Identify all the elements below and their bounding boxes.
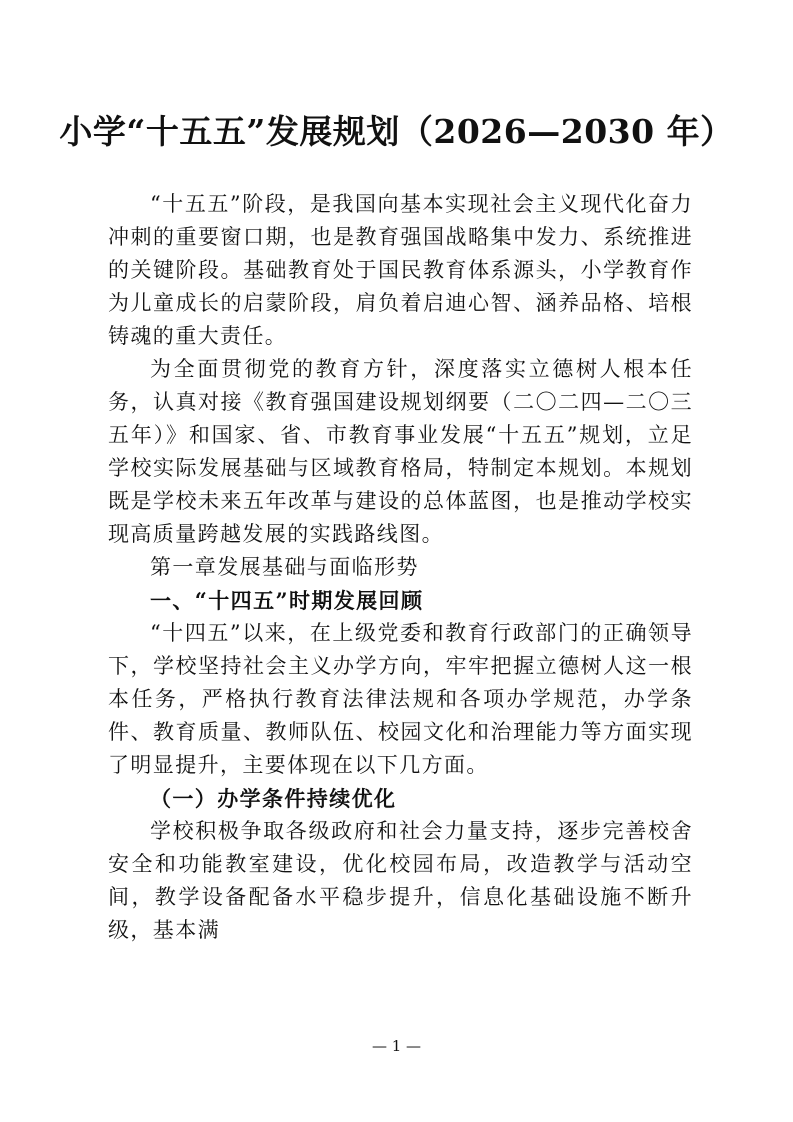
paragraph-review: “十四五”以来，在上级党委和教育行政部门的正确领导下，学校坚持社会主义办学方向，牢牢把握立德树人这一根本任务，严格执行教育法律法规和各项办学规范，办学条件、教育质量、教师队伍、校园文化和治理能力等方面实现了明显提升，主要体现在以下几方面。 [108, 621, 693, 777]
page-number: — 1 — [371, 1037, 422, 1055]
section-heading: 一、“十四五”时期发展回顾 [150, 588, 424, 613]
document-body [108, 188, 693, 947]
paragraph-intro: “十五五”阶段，是我国向基本实现社会主义现代化奋力冲刺的重要窗口期，也是教育强国战略集中发力、系统推进的关键阶段。基础教育处于国民教育体系源头，小学教育作为儿童成长的启蒙阶段，肩负着启迪心智、涵养品格、培根铸魂的重大责任。 [108, 192, 693, 348]
paragraph-conditions: 学校积极争取各级政府和社会力量支持，逐步完善校舍安全和功能教室建设，优化校园布局，改造教学与活动空间，教学设备配备水平稳步提升，信息化基础设施不断升级，基本满 [108, 819, 693, 942]
chapter-heading: 第一章发展基础与面临形势 [150, 555, 419, 579]
subsection-heading: （一）办学条件持续优化 [150, 786, 397, 811]
document-title: 小学“十五五”发展规划（2026—2030 年） [59, 112, 734, 151]
paragraph-purpose: 为全面贯彻党的教育方针，深度落实立德树人根本任务，认真对接《教育强国建设规划纲要（二〇二四—二〇三五年）》和国家、省、市教育事业发展“十五五”规划，立足学校实际发展基础与区域教育格局，特制定本规划。本规划既是学校未来五年改革与建设的总体蓝图，也是推动学校实现高质量跨越发展的实践路线图。 [108, 357, 693, 546]
